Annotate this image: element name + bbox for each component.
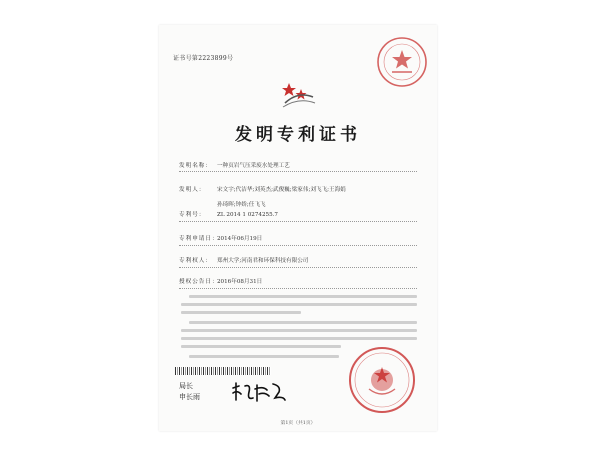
field-label: 发明名称： [179, 163, 212, 169]
divider [179, 245, 417, 246]
body-text-line [181, 329, 417, 332]
field-value: 2016年08月31日 [217, 279, 263, 285]
divider [179, 267, 417, 268]
field-label: 专利申请日： [179, 236, 219, 242]
field-label: 专利权人： [179, 258, 212, 264]
field-value: 郑州大学;河南君和环保科技有限公司 [217, 258, 309, 264]
body-text-line [181, 303, 417, 306]
barcode [175, 367, 271, 375]
field-patent-number [179, 210, 278, 218]
divider [179, 171, 417, 172]
body-text-line [189, 355, 339, 358]
director-name: 申长雨 [179, 393, 200, 401]
body-text-line [181, 311, 301, 314]
patent-office-emblem-icon [279, 77, 317, 111]
official-seal-icon [347, 345, 417, 415]
field-invention-name [179, 161, 290, 169]
director-title: 局长 [179, 382, 193, 390]
field-value: ZL 2014 1 0274255.7 [217, 212, 278, 218]
field-value: 宋文宇;代洁华;刘英杰;武俊巍;梁家伟;刘飞飞;王海娟 [217, 187, 346, 193]
body-text-line [189, 295, 417, 298]
field-grant-date [179, 277, 262, 285]
field-application-date [179, 234, 262, 242]
body-text-line [181, 345, 341, 348]
page-number: 第1页（共1页） [280, 421, 316, 426]
field-label: 授权公告日： [179, 279, 219, 285]
field-patentee [179, 256, 308, 264]
divider [179, 288, 417, 289]
body-text-line [181, 337, 417, 340]
field-inventors-continued: 孙琦晖;钟娇;任飞飞 [217, 202, 266, 208]
body-text-line [189, 321, 417, 324]
director-signature [229, 380, 289, 406]
field-value: 一种页岩气压采废水处理工艺 [217, 163, 290, 169]
field-value: 2014年06月19日 [217, 236, 263, 242]
field-label: 发明人： [179, 187, 206, 193]
field-label: 专利号： [179, 212, 206, 218]
certificate-title: 发明专利证书 [235, 125, 361, 145]
field-inventors [179, 185, 346, 193]
patent-certificate [159, 25, 437, 431]
top-seal-icon [375, 35, 429, 89]
divider [179, 221, 417, 222]
certificate-number: 证书号第2223899号 [173, 55, 234, 62]
